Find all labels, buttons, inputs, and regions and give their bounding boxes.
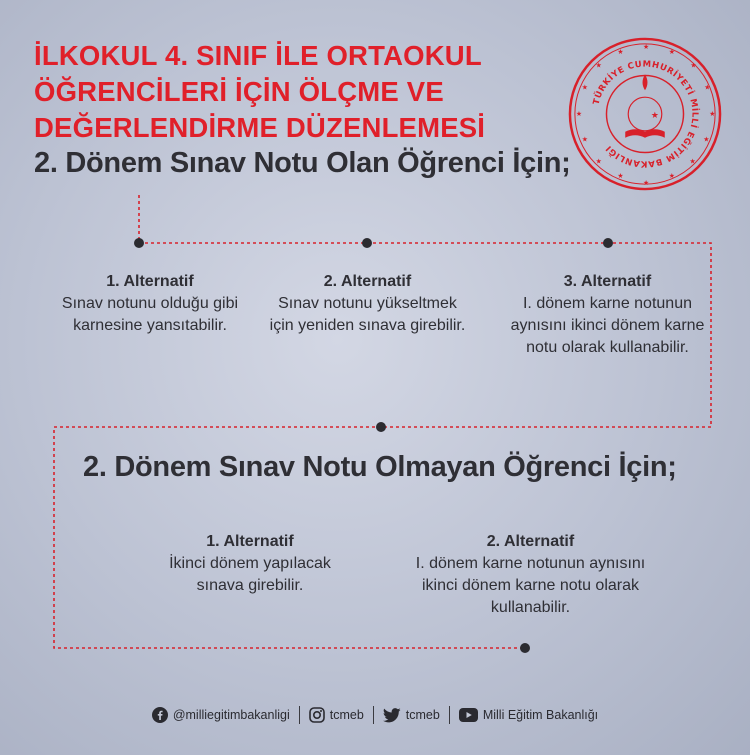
- twitter-icon: [383, 708, 401, 723]
- svg-text:★: ★: [704, 83, 711, 92]
- alternative-title: 1. Alternatif: [106, 273, 194, 290]
- social-footer: [0, 703, 750, 727]
- alternative-title: 2. Alternatif: [486, 533, 575, 550]
- facebook-handle: @milliegitimbakanligi: [172, 708, 290, 722]
- svg-text:★: ★: [595, 157, 602, 166]
- svg-text:★: ★: [617, 172, 624, 181]
- youtube-channel: Milli Eğitim Bakanlığı: [482, 708, 599, 722]
- svg-text:★: ★: [581, 135, 589, 144]
- svg-text:★: ★: [709, 109, 716, 118]
- twitter-link[interactable]: [383, 708, 440, 723]
- svg-text:★: ★: [668, 47, 675, 56]
- youtube-icon: [459, 708, 478, 722]
- facebook-link[interactable]: [152, 707, 290, 723]
- instagram-link[interactable]: [309, 707, 364, 723]
- alternative-text: İkinci dönem yapılacak sınava girebilir.: [169, 555, 331, 594]
- section1-alternative-1: [40, 271, 260, 337]
- facebook-icon: [152, 707, 168, 723]
- alternative-text: Sınav notunu olduğu gibi karnesine yansıtabilir.: [61, 295, 239, 334]
- alternative-text: Sınav notunu yükseltmek için yeniden sınava girebilir.: [269, 295, 466, 334]
- title-line-1: İLKOKUL 4. SINIF İLE ORTAOKUL: [34, 40, 482, 71]
- footer-divider: [449, 706, 450, 724]
- section1-alternative-2: [265, 271, 470, 337]
- section2-alternative-2: [408, 531, 653, 619]
- section1-heading: 2. Dönem Sınav Notu Olan Öğrenci İçin;: [34, 147, 571, 179]
- svg-text:★: ★: [690, 61, 697, 70]
- svg-text:★: ★: [668, 172, 675, 181]
- svg-text:★: ★: [703, 135, 710, 144]
- alternative-text: I. dönem karne notunun aynısını ikinci dönem karne notu olarak kullanabilir.: [510, 295, 705, 356]
- svg-text:★: ★: [650, 110, 659, 121]
- section2-alternative-1: [145, 531, 355, 597]
- title-line-2: ÖĞRENCİLERİ İÇİN ÖLÇME VE: [34, 76, 444, 107]
- svg-text:★: ★: [575, 109, 583, 118]
- node-dot-s1-a3: [603, 238, 613, 248]
- alternative-title: 3. Alternatif: [563, 273, 652, 290]
- node-dot-end: [520, 643, 530, 653]
- svg-text:★: ★: [581, 83, 589, 92]
- svg-text:★: ★: [643, 42, 650, 51]
- svg-text:★: ★: [689, 157, 696, 166]
- alternative-text: I. dönem karne notunun aynısını ikinci dönem karne notu olarak kullanabilir.: [415, 555, 646, 616]
- section1-alternative-3: [495, 271, 720, 359]
- svg-text:★: ★: [595, 61, 602, 70]
- svg-text:★: ★: [617, 47, 624, 56]
- footer-divider: [299, 706, 300, 724]
- svg-text:★: ★: [643, 179, 650, 188]
- node-dot-section2: [376, 422, 386, 432]
- title-line-3: DEĞERLENDİRME DÜZENLEMESİ: [34, 112, 486, 143]
- footer-divider: [373, 706, 374, 724]
- instagram-handle: tcmeb: [329, 708, 364, 722]
- instagram-icon: [309, 707, 325, 723]
- section2-heading: 2. Dönem Sınav Notu Olmayan Öğrenci İçin;: [83, 451, 677, 483]
- node-dot-s1-a1: [134, 238, 144, 248]
- alternative-title: 2. Alternatif: [323, 273, 412, 290]
- alternative-title: 1. Alternatif: [206, 533, 294, 550]
- youtube-link[interactable]: [459, 708, 598, 722]
- seal-ring-text: TÜRKİYE CUMHURİYETİ MİLLİ EĞİTİM BAKANLIĞI: [591, 59, 700, 169]
- twitter-handle: tcmeb: [405, 708, 440, 722]
- node-dot-s1-a2: [362, 238, 372, 248]
